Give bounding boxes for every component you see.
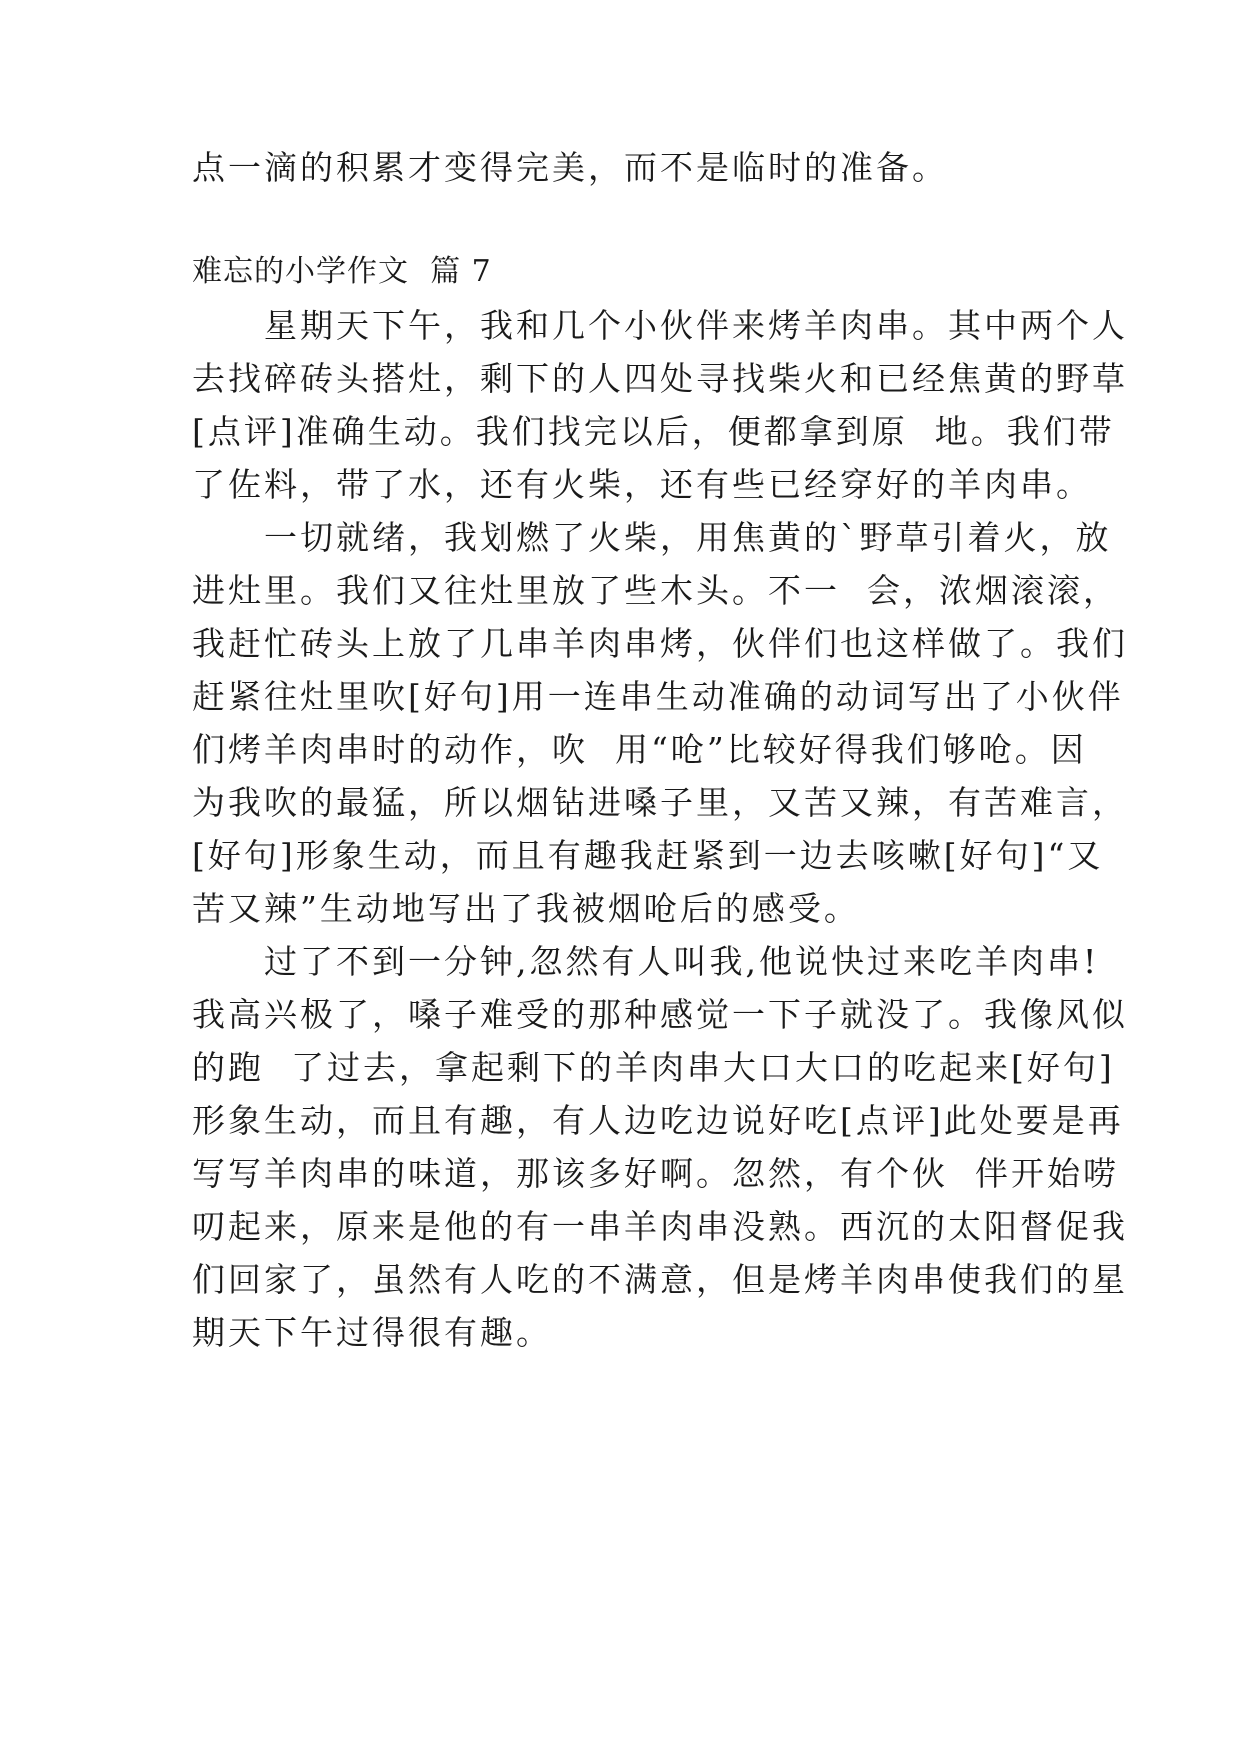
paragraph-line: 进灶里。我们又往灶里放了些木头。不一 会，浓烟滚滚， [192,571,1119,610]
section-title: 难忘的小学作文 篇 7 [192,254,492,289]
paragraph-line: 我赶忙砖头上放了几串羊肉串烤，伙伴们也这样做了。我们 [192,624,1128,663]
paragraph-line: 的跑 了过去，拿起剩下的羊肉串大口大口的吃起来[好句] [192,1048,1115,1087]
paragraph-line: 了佐料，带了水，还有火柴，还有些已经穿好的羊肉串。 [192,465,1092,504]
intro-line: 点一滴的积累才变得完美，而不是临时的准备。 [192,148,948,187]
paragraph-line: 为我吹的最猛，所以烟钻进嗓子里，又苦又辣，有苦难言， [192,783,1128,822]
paragraph-line: 星期天下午，我和几个小伙伴来烤羊肉串。其中两个人 [192,306,1128,345]
paragraph-line: 们回家了，虽然有人吃的不满意，但是烤羊肉串使我们的星 [192,1260,1128,1299]
paragraph-line: 形象生动，而且有趣，有人边吃边说好吃[点评]此处要是再 [192,1101,1124,1140]
paragraph-line: 过了不到一分钟,忽然有人叫我,他说快过来吃羊肉串! [192,942,1100,981]
paragraph-line: 期天下午过得很有趣。 [192,1313,552,1352]
paragraph-line: [点评]准确生动。我们找完以后，便都拿到原 地。我们带 [192,412,1115,451]
paragraph-line: [好句]形象生动，而且有趣我赶紧到一边去咳嗽[好句]“又 [192,836,1104,875]
paragraph-line: 去找碎砖头搭灶，剩下的人四处寻找柴火和已经焦黄的野草 [192,359,1128,398]
paragraph-line: 写写羊肉串的味道，那该多好啊。忽然，有个伙 伴开始唠 [192,1154,1119,1193]
paragraph-line: 苦又辣”生动地写出了我被烟呛后的感受。 [192,889,860,928]
paragraph-line: 赶紧往灶里吹[好句]用一连串生动准确的动词写出了小伙伴 [192,677,1124,716]
paragraph-line: 叨起来，原来是他的有一串羊肉串没熟。西沉的太阳督促我 [192,1207,1128,1246]
paragraph-line: 们烤羊肉串时的动作，吹 用“呛”比较好得我们够呛。因 [192,730,1087,769]
paragraph-line: 一切就绪，我划燃了火柴，用焦黄的`野草引着火，放 [192,518,1112,557]
paragraph-line: 我高兴极了，嗓子难受的那种感觉一下子就没了。我像风似 [192,995,1128,1034]
